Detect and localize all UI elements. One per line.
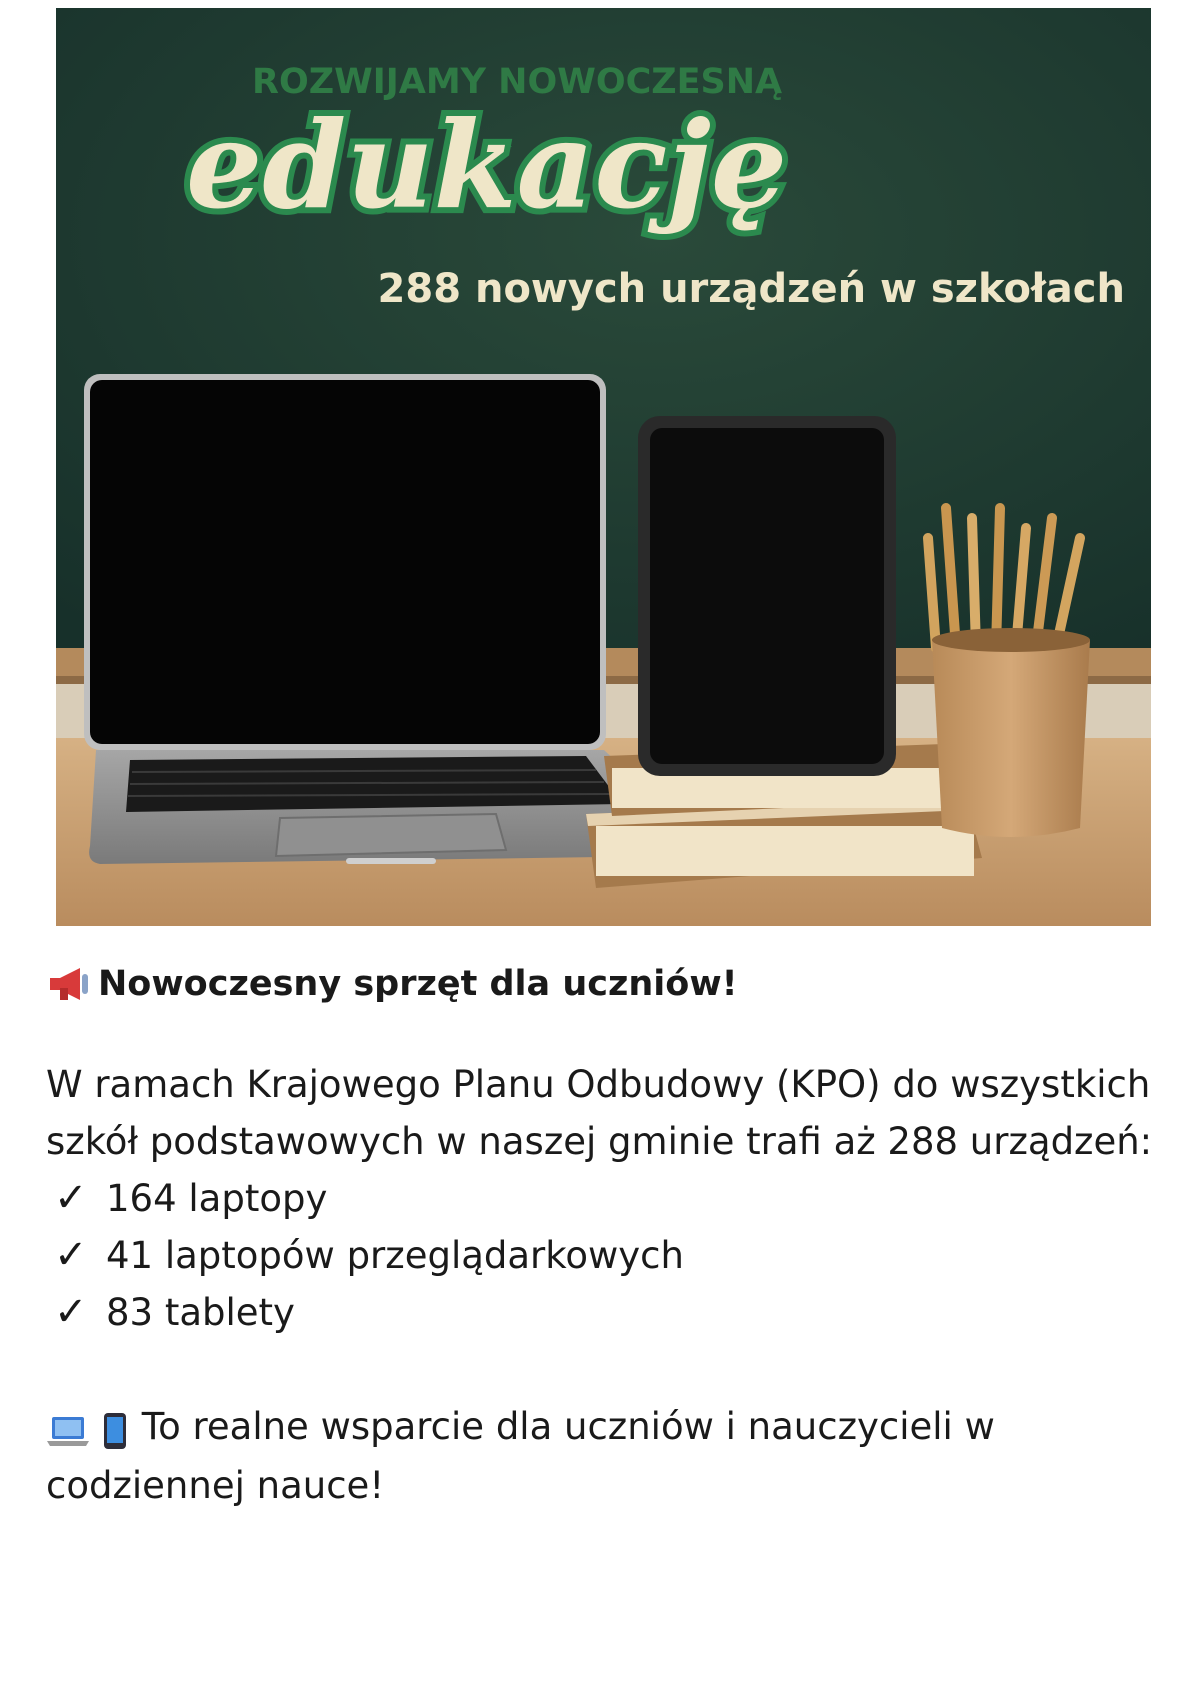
check-icon: ✓: [54, 1232, 88, 1278]
banner-kicker: ROZWIJAMY NOWOCZESNĄ: [252, 62, 783, 102]
post-body-line-2: szkół podstawowych w naszej gminie trafi aż 288 urządzeń:: [46, 1120, 1153, 1163]
megaphone-icon: [46, 964, 92, 1004]
list-item: [54, 1227, 1186, 1284]
banner-title: edukację: [186, 95, 788, 236]
post-body-line-1: W ramach Krajowego Planu Odbudowy (KPO) do wszystkich: [46, 1063, 1151, 1106]
post-closing-line-2: codziennej nauce!: [46, 1464, 385, 1507]
device-icons: [46, 1400, 128, 1457]
post-heading-text: Nowoczesny sprzęt dla uczniów!: [98, 964, 738, 1004]
tablet-illustration: [638, 416, 896, 776]
promo-banner: [56, 8, 1151, 926]
post-closing-line-1: To realne wsparcie dla uczniów i nauczycieli w: [141, 1405, 995, 1448]
list-item-text: 164 laptopy: [106, 1177, 328, 1220]
laptop-illustration: [84, 374, 696, 864]
post-heading: [46, 960, 1186, 1008]
list-item-text: 83 tablety: [106, 1291, 295, 1334]
mobile-phone-icon: [102, 1412, 128, 1450]
list-item: [54, 1284, 1186, 1341]
device-list: [46, 1170, 1186, 1341]
laptop-icon: [46, 1413, 90, 1449]
list-item: [54, 1170, 1186, 1227]
check-icon: ✓: [54, 1289, 88, 1335]
list-item-text: 41 laptopów przeglądarkowych: [106, 1234, 684, 1277]
post-content: [46, 960, 1186, 1514]
check-icon: ✓: [54, 1175, 88, 1221]
post-closing: [46, 1398, 1186, 1514]
post-body: [46, 1056, 1186, 1170]
banner-subtitle: 288 nowych urządzeń w szkołach: [377, 266, 1125, 312]
